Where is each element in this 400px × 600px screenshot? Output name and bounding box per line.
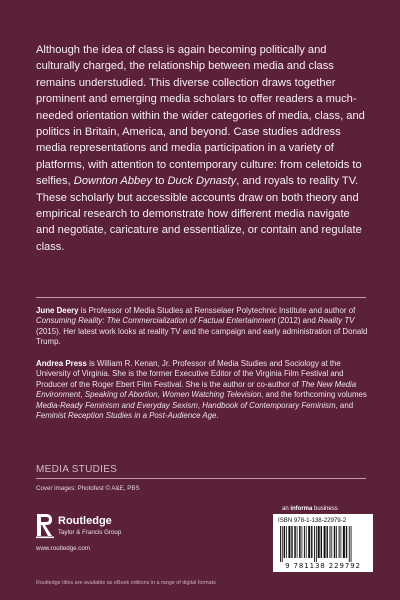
barcode-bar — [316, 526, 317, 562]
barcode-bar — [299, 526, 301, 558]
publisher-group: Taylor & Francis Group — [58, 529, 122, 536]
bio-press-text-3: , — [157, 390, 163, 400]
barcode-bar — [339, 526, 340, 558]
barcode-bar — [330, 526, 331, 558]
barcode-bar — [294, 526, 296, 558]
barcode-bar — [280, 526, 281, 562]
bio-press-text-6: , and — [335, 400, 354, 410]
informa-business-tag — [282, 506, 338, 512]
bio-press-book-3: Women Watching Television — [162, 390, 262, 400]
bio-press-book-5: Handbook of Contemporary Feminism — [202, 400, 336, 410]
divider-top — [36, 297, 366, 298]
informa-suffix: business — [312, 506, 338, 512]
cover-image-credit: Cover images: Photofest © A&E, PBS — [36, 485, 140, 492]
bio-deery-book-2: Reality TV — [318, 316, 355, 326]
barcode-bar — [346, 526, 347, 558]
blurb-italic-downton-abbey: Downton Abbey — [73, 175, 153, 188]
author-name-deery: June Deery — [36, 306, 79, 315]
divider-bottom — [36, 478, 366, 479]
bio-deery-text-1: is Professor of Media Studies at Rensselaer Polytechnic Institute and author of — [78, 306, 356, 315]
ebook-availability-note: Routledge titles are available as eBook editions in a range of digital formats — [36, 580, 216, 586]
barcode-bar — [331, 526, 332, 558]
back-cover-blurb — [36, 42, 366, 255]
barcode-bar — [302, 526, 303, 558]
blurb-text-3: , and royals to reality TV. These scholarly but accessible accounts draw on both theory and empirical research to demonstrate how different media navigate and negotiate, caricature and essentialize, or contain and regulate class. — [36, 175, 362, 253]
bio-press-book-6: Feminist Reception Studies in a Post-Audience Age — [36, 411, 217, 421]
blurb-text-2: to — [152, 175, 168, 188]
barcode-bar — [321, 526, 322, 558]
publisher-website: www.routledge.com — [36, 545, 90, 552]
barcode-bar — [341, 526, 342, 558]
barcode-bar — [288, 526, 290, 558]
bio-deery-text-3: (2015). Her latest work looks at reality TV and the campaign and early administration of Donald Trump. — [36, 326, 368, 347]
author-name-press: Andrea Press — [36, 359, 87, 368]
subject-category: MEDIA STUDIES — [36, 464, 118, 475]
bio-press-book-2: Speaking of Abortion — [84, 390, 158, 400]
bio-june-deery — [36, 306, 368, 348]
barcode-bar — [304, 526, 305, 558]
barcode-bar — [282, 526, 283, 562]
bio-deery-text-2: (2012) and — [275, 316, 319, 326]
barcode-icon — [278, 526, 368, 562]
bio-press-text-4: , and the forthcoming volumes — [261, 390, 367, 400]
barcode-bar — [318, 526, 320, 558]
barcode-bar — [336, 526, 337, 558]
publisher-name: Routledge — [58, 515, 112, 527]
barcode-bar — [311, 526, 312, 558]
routledge-r-icon — [36, 513, 54, 539]
barcode-number: 9 781138 229792 — [285, 562, 361, 570]
barcode-bar — [349, 526, 350, 562]
barcode-bar — [334, 526, 336, 558]
bio-press-text-2: , — [80, 390, 85, 400]
isbn-label: ISBN 978-1-138-22979-2 — [278, 517, 347, 524]
barcode-panel — [273, 514, 373, 572]
barcode-bar — [351, 526, 352, 562]
informa-prefix: an — [282, 506, 291, 512]
bio-press-book-1: The New Media Environment — [36, 379, 357, 400]
bio-andrea-press — [36, 359, 368, 421]
bio-deery-book-1: Consuming Reality: The Commercialization of Factual Entertainment — [36, 316, 276, 326]
blurb-text-1: Although the idea of class is again becoming politically and culturally charged, the relationship between media and class remains understudied. This diverse collection draws together prominent and emerging media scholars to offer readers a much-needed orientation within the wider categories of media, class, and politics in Britain, America, and beyond. Case studies address media representations and media participation in a variety of platforms, with attention to contemporary culture: from celetoids to selfies, — [36, 44, 365, 188]
informa-brand: informa — [290, 506, 313, 512]
blurb-italic-duck-dynasty: Duck Dynasty — [167, 175, 237, 188]
barcode-bar — [306, 526, 307, 558]
barcode-bar — [291, 526, 292, 558]
barcode-bar — [324, 526, 326, 558]
barcode-bar — [314, 526, 315, 562]
barcode-bar — [286, 526, 287, 558]
bio-press-text-7: . — [216, 411, 219, 421]
bio-press-book-4: Media-Ready Feminism and Everyday Sexism — [36, 400, 198, 410]
barcode-bar — [308, 526, 310, 558]
bio-press-text-5: , — [197, 400, 203, 410]
bio-press-text-1: is William R. Kenan, Jr. Professor of Media Studies and Sociology at the University of Virginia. She is the former Executive Editor of the Virginia Film Festival and Producer of the Roger Ebert Film Festival. She is the author or co-author of — [36, 359, 344, 389]
barcode-bar — [284, 526, 286, 558]
barcode-bar — [297, 526, 298, 558]
barcode-bar — [343, 526, 345, 558]
barcode-bar — [327, 526, 328, 558]
